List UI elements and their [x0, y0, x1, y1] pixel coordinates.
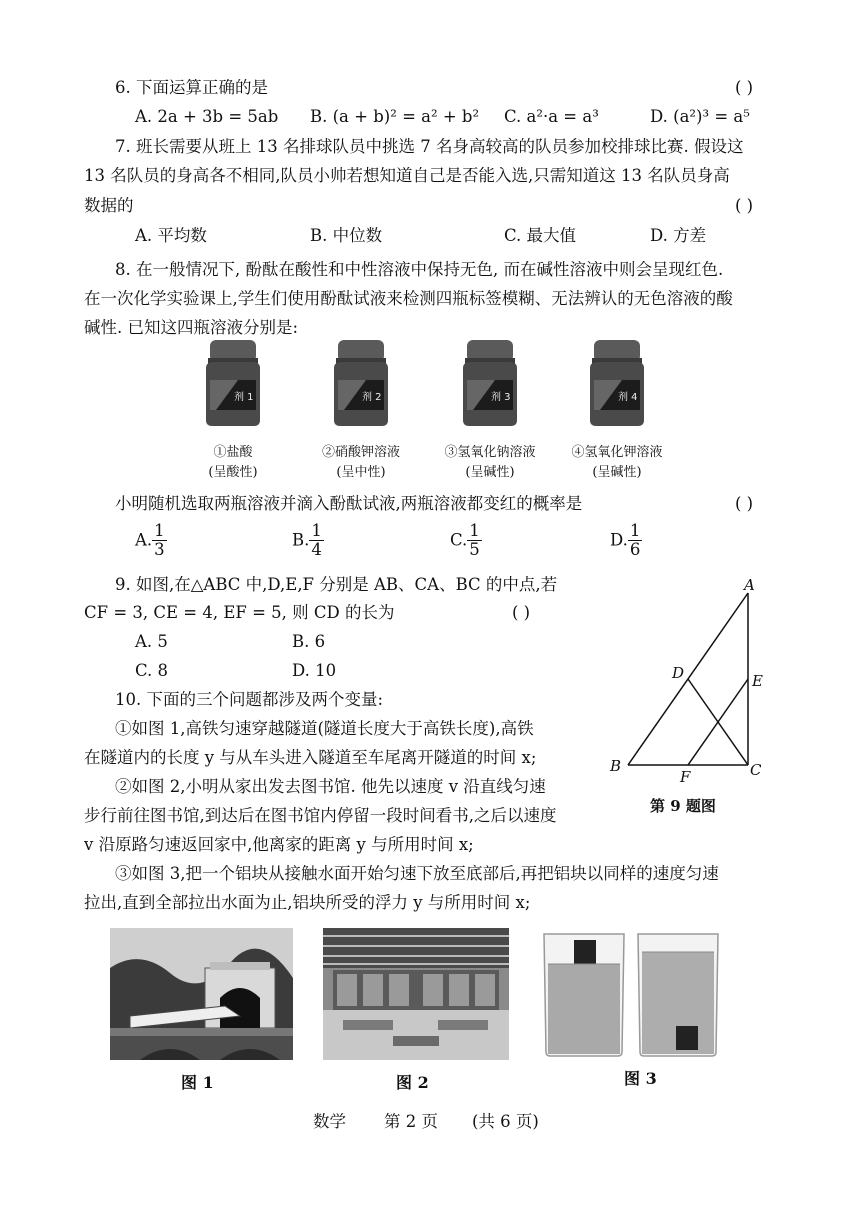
bottle-tag-4: 剂 4 [618, 392, 638, 403]
bottle-property-4: (呈碱性) [592, 465, 642, 480]
q8-option-b [292, 522, 324, 559]
q7-line1: 7. 班长需要从班上 13 名排球队员中挑选 7 名身高较高的队员参加校排球比赛. 假设这 [115, 137, 744, 156]
fraction-numerator: 1 [469, 521, 480, 540]
option-letter: D. [610, 530, 628, 550]
label-b: B [610, 757, 622, 775]
q10-p2a: ②如图 2,小明从家出发去图书馆. 他先以速度 v 沿直线匀速 [115, 777, 546, 796]
fraction-denominator: 3 [154, 540, 165, 560]
q9-line2: CF = 3, CE = 4, EF = 5, 则 CD 的长为 [84, 603, 395, 622]
q7-option-a: A. 平均数 [135, 226, 207, 245]
q7-option-b: B. 中位数 [310, 226, 383, 245]
bottle-tag-2: 剂 2 [362, 392, 382, 403]
footer-subject: 数学 [313, 1112, 346, 1131]
q8-line2: 在一次化学实验课上,学生们使用酚酞试液来检测四瓶标签模糊、无法辨认的无色溶液的酸 [84, 289, 733, 308]
q8-question: 小明随机选取两瓶溶液并滴入酚酞试液,两瓶溶液都变红的概率是 [115, 494, 583, 513]
figure1-caption: 图 1 [181, 1073, 214, 1092]
bottle-tag-1: 剂 1 [234, 392, 254, 403]
figure3-beakers-image [538, 928, 724, 1060]
fraction-numerator: 1 [311, 521, 322, 540]
q9-figure-caption: 第 9 题图 [650, 797, 716, 815]
label-a: A [744, 578, 755, 594]
q10-p3b: 拉出,直到全部拉出水面为止,铝块所受的浮力 y 与所用时间 x; [84, 893, 531, 912]
q10-p2b: 步行前往图书馆,到达后在图书馆内停留一段时间看书,之后以速度 [84, 806, 557, 825]
q10-p1a: ①如图 1,高铁匀速穿越隧道(隧道长度大于高铁长度),高铁 [115, 719, 534, 738]
option-fraction [309, 522, 324, 559]
figure2-caption: 图 2 [396, 1073, 429, 1092]
q9-line1: 9. 如图,在△ABC 中,D,E,F 分别是 AB、CA、BC 的中点,若 [115, 575, 558, 594]
option-letter: A. [135, 530, 153, 550]
fraction-denominator: 4 [311, 540, 322, 560]
figure3-caption: 图 3 [624, 1069, 657, 1088]
fraction-numerator: 1 [154, 521, 165, 540]
q6-stem: 6. 下面运算正确的是 [115, 78, 268, 97]
bottle-property-1: (呈酸性) [208, 465, 258, 480]
bottle-1 [198, 338, 268, 428]
q9-option-d: D. 10 [292, 661, 337, 680]
label-e: E [752, 672, 763, 690]
q9-answer-paren: ( ) [512, 603, 531, 622]
q10-line1: 10. 下面的三个问题都涉及两个变量: [115, 690, 384, 709]
q6-option-b: B. (a + b)² = a² + b² [310, 107, 480, 126]
fraction-denominator: 5 [469, 540, 480, 560]
label-f: F [680, 768, 691, 786]
q10-p1b: 在隧道内的长度 y 与从车头进入隧道至车尾离开隧道的时间 x; [84, 748, 537, 767]
q8-line1: 8. 在一般情况下, 酚酞在酸性和中性溶液中保持无色, 而在碱性溶液中则会呈现红色. [115, 260, 724, 279]
q7-answer-paren: ( ) [735, 196, 754, 215]
q9-option-a: A. 5 [135, 632, 168, 651]
bottle-3 [455, 338, 525, 428]
q7-option-c: C. 最大值 [504, 226, 577, 245]
fraction-denominator: 6 [629, 540, 641, 560]
q6-answer-paren: ( ) [735, 78, 754, 97]
bottle-property-3: (呈碱性) [465, 465, 515, 480]
beaker-left [544, 934, 624, 1056]
bottle-2 [326, 338, 396, 428]
beaker-right [638, 934, 718, 1056]
option-fraction [628, 522, 643, 559]
bottle-property-2: (呈中性) [336, 465, 386, 480]
option-letter: B. [292, 530, 310, 550]
bottle-name-1: ①盐酸 [213, 445, 253, 460]
bottle-name-3: ③氢氧化钠溶液 [444, 445, 536, 460]
q6-option-c: C. a²·a = a³ [504, 107, 599, 126]
q6-option-a: A. 2a + 3b = 5ab [135, 107, 279, 126]
bottle-name-4: ④氢氧化钾溶液 [571, 445, 663, 460]
q10-p2c: v 沿原路匀速返回家中,他离家的距离 y 与所用时间 x; [84, 835, 474, 854]
label-c: C [750, 761, 762, 779]
bottle-4 [582, 338, 652, 428]
q6-option-d: D. (a²)³ = a⁵ [650, 107, 750, 126]
q9-option-b: B. 6 [292, 632, 326, 651]
q8-answer-paren: ( ) [735, 494, 754, 513]
q10-p3a: ③如图 3,把一个铝块从接触水面开始匀速下放至底部后,再把铝块以同样的速度匀速 [115, 864, 719, 883]
figure2-library-image [323, 928, 509, 1060]
figure1-tunnel-image [110, 928, 293, 1060]
label-d: D [672, 664, 685, 682]
option-fraction [467, 522, 482, 559]
q7-line3: 数据的 [84, 196, 134, 215]
option-letter: C. [450, 530, 468, 550]
q8-line3: 碱性. 已知这四瓶溶液分别是: [84, 318, 299, 337]
q9-option-c: C. 8 [135, 661, 169, 680]
bottle-tag-3: 剂 3 [491, 392, 511, 403]
q8-option-c [450, 522, 482, 559]
footer-total-pages: (共 6 页) [472, 1112, 539, 1131]
footer-page: 第 2 页 [384, 1112, 438, 1131]
q8-option-d [610, 522, 642, 559]
option-fraction [152, 522, 167, 559]
fraction-numerator: 1 [629, 521, 641, 540]
q8-option-a [135, 522, 167, 559]
bottle-name-2: ②硝酸钾溶液 [321, 445, 400, 460]
q9-triangle-figure [600, 578, 780, 788]
q7-line2: 13 名队员的身高各不相同,队员小帅若想知道自己是否能入选,只需知道这 13 名队员身高 [84, 166, 730, 185]
q7-option-d: D. 方差 [650, 226, 707, 245]
